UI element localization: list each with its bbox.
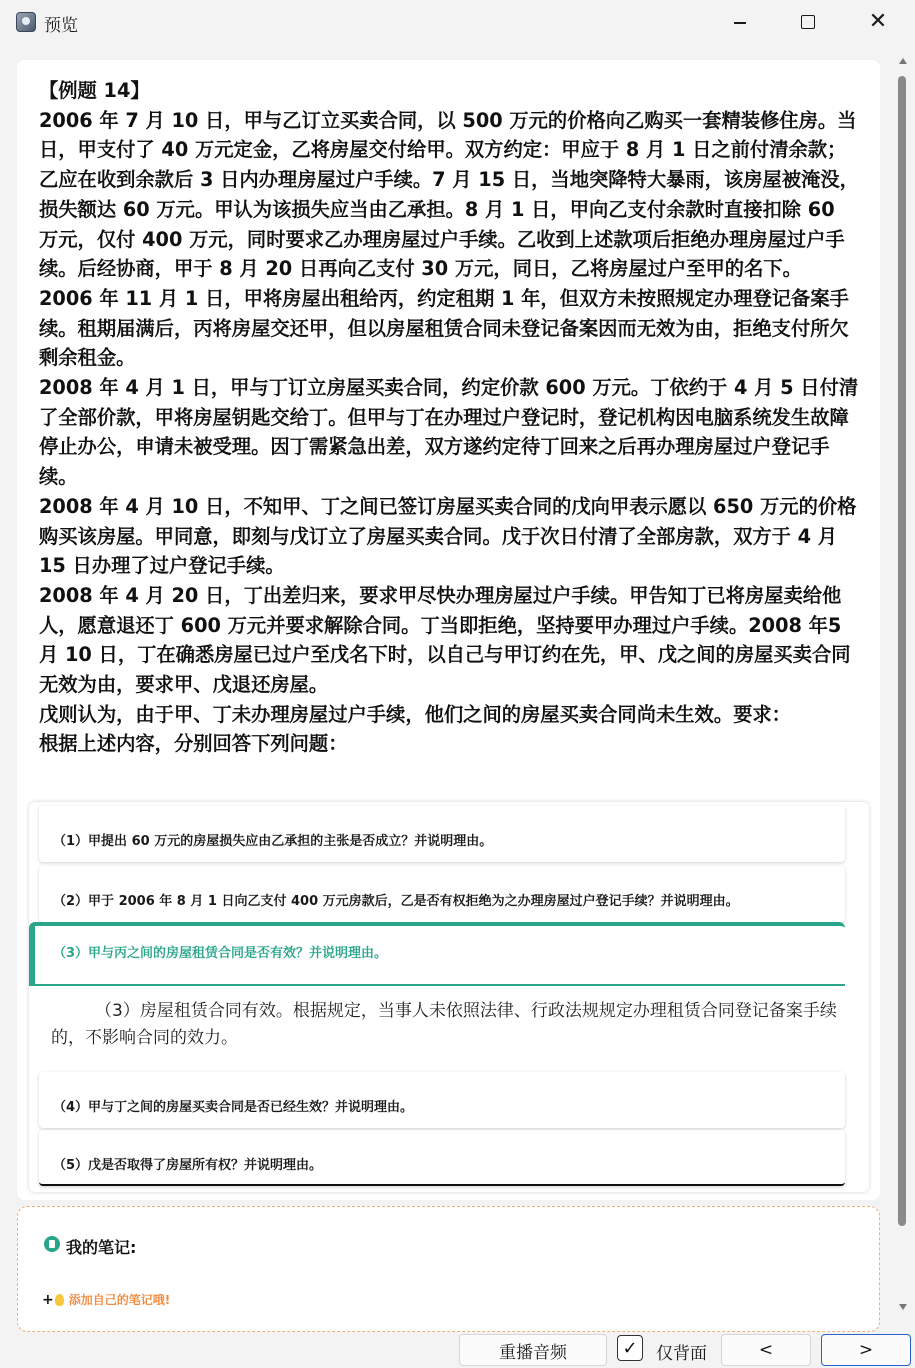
add-note-link[interactable] bbox=[42, 1291, 170, 1308]
close-button[interactable] bbox=[843, 0, 913, 44]
scroll-thumb[interactable] bbox=[898, 76, 906, 1226]
maximize-icon bbox=[801, 15, 815, 29]
question-paragraph: 2008 年 4 月 1 日，甲与丁订立房屋买卖合同，约定价款 600 万元。丁依约于 4 月 5 日付清了全部价款，甲将房屋钥匙交给丁。但甲与丁在办理过户登记时，登记机构因电脑系统发生故障停止办公，申请未被受理。因丁需紧急出差，双方遂约定待丁回来之后再办理房屋过户登记手续。 bbox=[39, 376, 859, 489]
replay-audio-button[interactable]: 重播音频 bbox=[459, 1334, 607, 1366]
lightbulb-icon bbox=[55, 1294, 64, 1306]
title-bar bbox=[0, 0, 915, 44]
question-item-1[interactable]: （1）甲提出 60 万元的房屋损失应由乙承担的主张是否成立？并说明理由。 bbox=[39, 806, 845, 862]
question-item-4[interactable]: （4）甲与丁之间的房屋买卖合同是否已经生效？并说明理由。 bbox=[39, 1072, 845, 1128]
notes-title: 我的笔记: bbox=[66, 1238, 137, 1257]
previous-button[interactable]: < bbox=[721, 1334, 811, 1366]
minimize-button[interactable] bbox=[705, 0, 775, 44]
close-icon: ✕ bbox=[868, 9, 888, 34]
note-icon bbox=[44, 1236, 60, 1252]
notes-section bbox=[17, 1206, 880, 1332]
add-note-label: 添加自己的笔记哦! bbox=[68, 1293, 171, 1307]
question-heading: 【例题 14】 bbox=[39, 79, 150, 102]
question-paragraph: 戊则认为，由于甲、丁未办理房屋过户手续，他们之间的房屋买卖合同尚未生效。要求： bbox=[39, 702, 791, 726]
window-title: 预览 bbox=[44, 16, 78, 36]
question-item-3[interactable]: （3）甲与丙之间的房屋租赁合同是否有效？并说明理由。 bbox=[29, 922, 845, 986]
maximize-button[interactable] bbox=[773, 0, 843, 44]
plus-icon: + bbox=[42, 1291, 54, 1308]
checkmark-icon: ✓ bbox=[622, 1337, 638, 1359]
question-paragraph: 2006 年 11 月 1 日，甲将房屋出租给丙，约定租期 1 年，但双方未按照规定办理登记备案手续。租期届满后，丙将房屋交还甲，但以房屋租赁合同未登记备案因而无效为由，拒绝支付所欠剩余租金。 bbox=[39, 286, 849, 370]
back-only-checkbox[interactable] bbox=[617, 1335, 643, 1361]
scroll-down-arrow-icon[interactable] bbox=[899, 1304, 907, 1310]
next-button[interactable]: > bbox=[821, 1334, 911, 1366]
question-paragraph: 2008 年 4 月 10 日，不知甲、丁之间已签订房屋买卖合同的戊向甲表示愿以 650 万元的价格购买该房屋。甲同意，即刻与戊订立了房屋买卖合同。戊于次日付清了全部房款，双方于 4 月 15 日办理了过户登记手续。 bbox=[39, 494, 857, 578]
vertical-scrollbar[interactable] bbox=[896, 50, 910, 1320]
card-content bbox=[17, 60, 880, 1200]
question-paragraph: 2008 年 4 月 20 日，丁出差归来，要求甲尽快办理房屋过户手续。甲告知丁已将房屋卖给他人，愿意退还丁 600 万元并要求解除合同。丁当即拒绝，坚持要甲办理过户手续。2008 年5 月 10 日，丁在确悉房屋已过户至戊名下时，以自己与甲订约在先，甲、戊之间的房屋买卖合同无效为由，要求甲、戊退还房屋。 bbox=[39, 583, 851, 697]
bottom-toolbar bbox=[0, 1330, 915, 1368]
question-item-2[interactable]: （2）甲于 2006 年 8 月 1 日向乙支付 400 万元房款后，乙是否有权拒绝为之办理房屋过户登记手续？并说明理由。 bbox=[39, 866, 845, 922]
question-paragraph: 根据上述内容，分别回答下列问题： bbox=[39, 732, 348, 756]
question-item-5[interactable]: （5）戊是否取得了房屋所有权？并说明理由。 bbox=[39, 1130, 845, 1186]
app-icon bbox=[16, 12, 36, 32]
question-text bbox=[39, 76, 859, 759]
minimize-icon bbox=[734, 22, 746, 24]
back-only-label: 仅背面 bbox=[656, 1344, 707, 1364]
scroll-up-arrow-icon[interactable] bbox=[899, 58, 907, 64]
question-paragraph: 2006 年 7 月 10 日，甲与乙订立买卖合同，以 500 万元的价格向乙购买一套精装修住房。当日，甲支付了 40 万元定金，乙将房屋交付给甲。双方约定：甲应于 8 月 1 日之前付清余款；乙应在收到余款后 3 日内办理房屋过户手续。7 月 15 日，当地突降特大暴雨，该房屋被淹没，损失额达 60 万元。甲认为该损失应当由乙承担。8 月 1 日，甲向乙支付余款时直接扣除 60 万元，仅付 400 万元，同时要求乙办理房屋过户手续。乙收到上述款项后拒绝办理房屋过户手续。后经协商，甲于 8 月 20 日再向乙支付 30 万元，同日，乙将房屋过户至甲的名下。 bbox=[39, 108, 859, 281]
answer-text: （3）房屋租赁合同有效。根据规定，当事人未依照法律、行政法规规定办理租赁合同登记备案手续的，不影响合同的效力。 bbox=[51, 1001, 837, 1048]
qa-accordion bbox=[29, 802, 869, 1192]
